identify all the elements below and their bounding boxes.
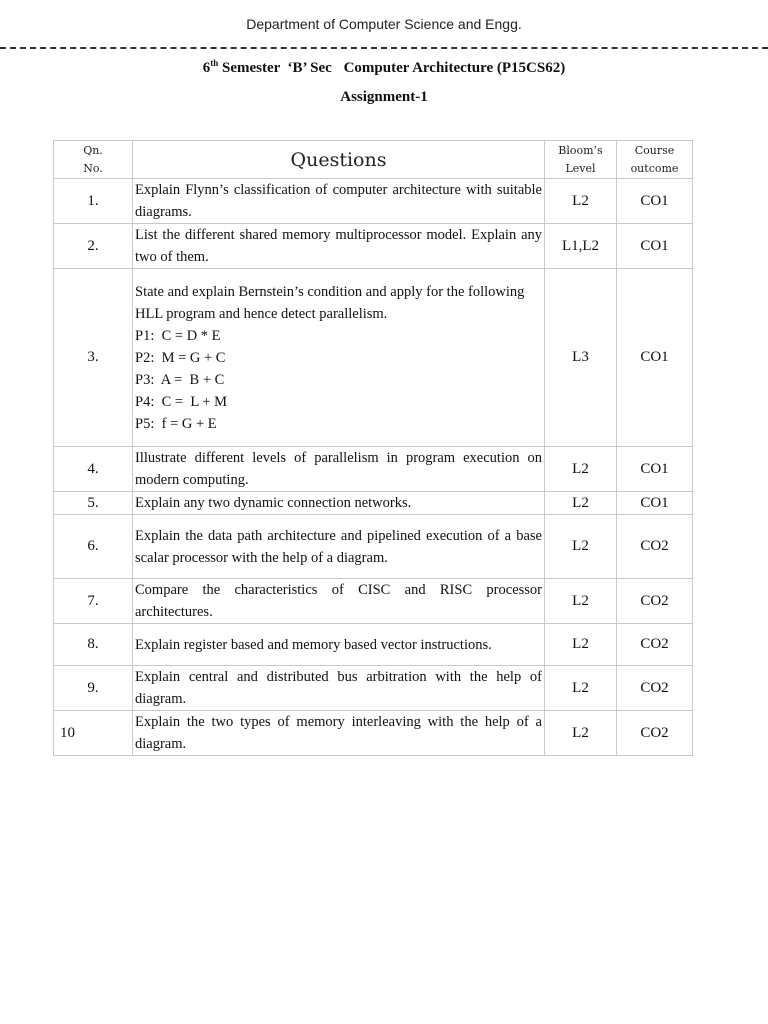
header-course-line2: outcome [630, 161, 679, 175]
question-text: Explain Flynn’s classification of computer architecture with suitable diagrams. [133, 179, 545, 224]
course-outcome: CO1 [617, 492, 693, 515]
table-row [54, 447, 693, 492]
question-text-block [133, 269, 545, 447]
semester-section: Semester ‘B’ Sec [222, 60, 332, 76]
header-qn-line2: No. [83, 161, 103, 175]
header-blooms-line2: Level [565, 161, 596, 175]
question-text: List the different shared memory multiprocessor model. Explain any two of them. [133, 224, 545, 269]
course-outcome: CO2 [617, 711, 693, 756]
question-text: Explain central and distributed bus arbitration with the help of diagram. [133, 666, 545, 711]
header-qn-no [54, 141, 133, 179]
blooms-level: L2 [545, 711, 617, 756]
course-title: Computer Architecture (P15CS62) [343, 60, 566, 76]
course-outcome: CO1 [617, 269, 693, 447]
header-blooms-level [545, 141, 617, 179]
table-row [54, 711, 693, 756]
header-qn-line1: Qn. [83, 143, 103, 157]
blooms-level: L2 [545, 179, 617, 224]
question-number: 3. [54, 269, 133, 447]
question-number: 8. [54, 624, 133, 666]
blooms-level: L2 [545, 492, 617, 515]
blooms-level: L2 [545, 624, 617, 666]
table-row [54, 624, 693, 666]
question-number: 9. [54, 666, 133, 711]
table-row [54, 269, 693, 447]
header-questions: Questions [133, 141, 545, 179]
table-row [54, 492, 693, 515]
program-line: P5: f = G + E [135, 415, 217, 432]
question-text: Explain any two dynamic connection networks. [133, 492, 545, 515]
department-header: Department of Computer Science and Engg. [246, 16, 522, 32]
question-text: Illustrate different levels of parallelism in program execution on modern computing. [133, 447, 545, 492]
header-divider [0, 47, 768, 49]
question-text: Explain the two types of memory interleaving with the help of a diagram. [133, 711, 545, 756]
blooms-level: L2 [545, 579, 617, 624]
course-outcome: CO2 [617, 624, 693, 666]
program-line: P4: C = L + M [135, 393, 227, 410]
question-text: Explain the data path architecture and pipelined execution of a base scalar processor with the help of a diagram. [133, 515, 545, 579]
semester-number: 6 [202, 60, 211, 76]
question-text: Compare the characteristics of CISC and RISC processor architectures. [133, 579, 545, 624]
table-row [54, 579, 693, 624]
course-outcome: CO2 [617, 666, 693, 711]
blooms-level: L2 [545, 666, 617, 711]
program-line: P3: A = B + C [135, 371, 225, 388]
blooms-level: L2 [545, 515, 617, 579]
table-row [54, 666, 693, 711]
question-number: 5. [54, 492, 133, 515]
blooms-level: L2 [545, 447, 617, 492]
program-line: P2: M = G + C [135, 349, 226, 366]
table-header-row [54, 141, 693, 179]
questions-table [53, 140, 693, 756]
course-outcome: CO1 [617, 179, 693, 224]
question-number: 1. [54, 179, 133, 224]
blooms-level: L1,L2 [545, 224, 617, 269]
header-blooms-line1: Bloom’s [558, 143, 603, 157]
course-outcome: CO2 [617, 579, 693, 624]
course-subtitle [0, 58, 768, 77]
table-row [54, 515, 693, 579]
question-text: Explain register based and memory based vector instructions. [133, 624, 545, 666]
question-number: 4. [54, 447, 133, 492]
table-row [54, 179, 693, 224]
assignment-title: Assignment-1 [340, 89, 428, 105]
header-course-line1: Course [634, 143, 675, 157]
question-number: 2. [54, 224, 133, 269]
program-line: P1: C = D * E [135, 327, 221, 344]
course-outcome: CO1 [617, 447, 693, 492]
question-text: State and explain Bernstein’s condition and apply for the following HLL program and hence detect parallelism. [135, 283, 525, 322]
question-number: 6. [54, 515, 133, 579]
course-outcome: CO1 [617, 224, 693, 269]
header-course-outcome [617, 141, 693, 179]
semester-suffix: th [210, 58, 219, 68]
course-outcome: CO2 [617, 515, 693, 579]
question-number: 10 [54, 711, 133, 756]
table-row [54, 224, 693, 269]
question-number: 7. [54, 579, 133, 624]
blooms-level: L3 [545, 269, 617, 447]
